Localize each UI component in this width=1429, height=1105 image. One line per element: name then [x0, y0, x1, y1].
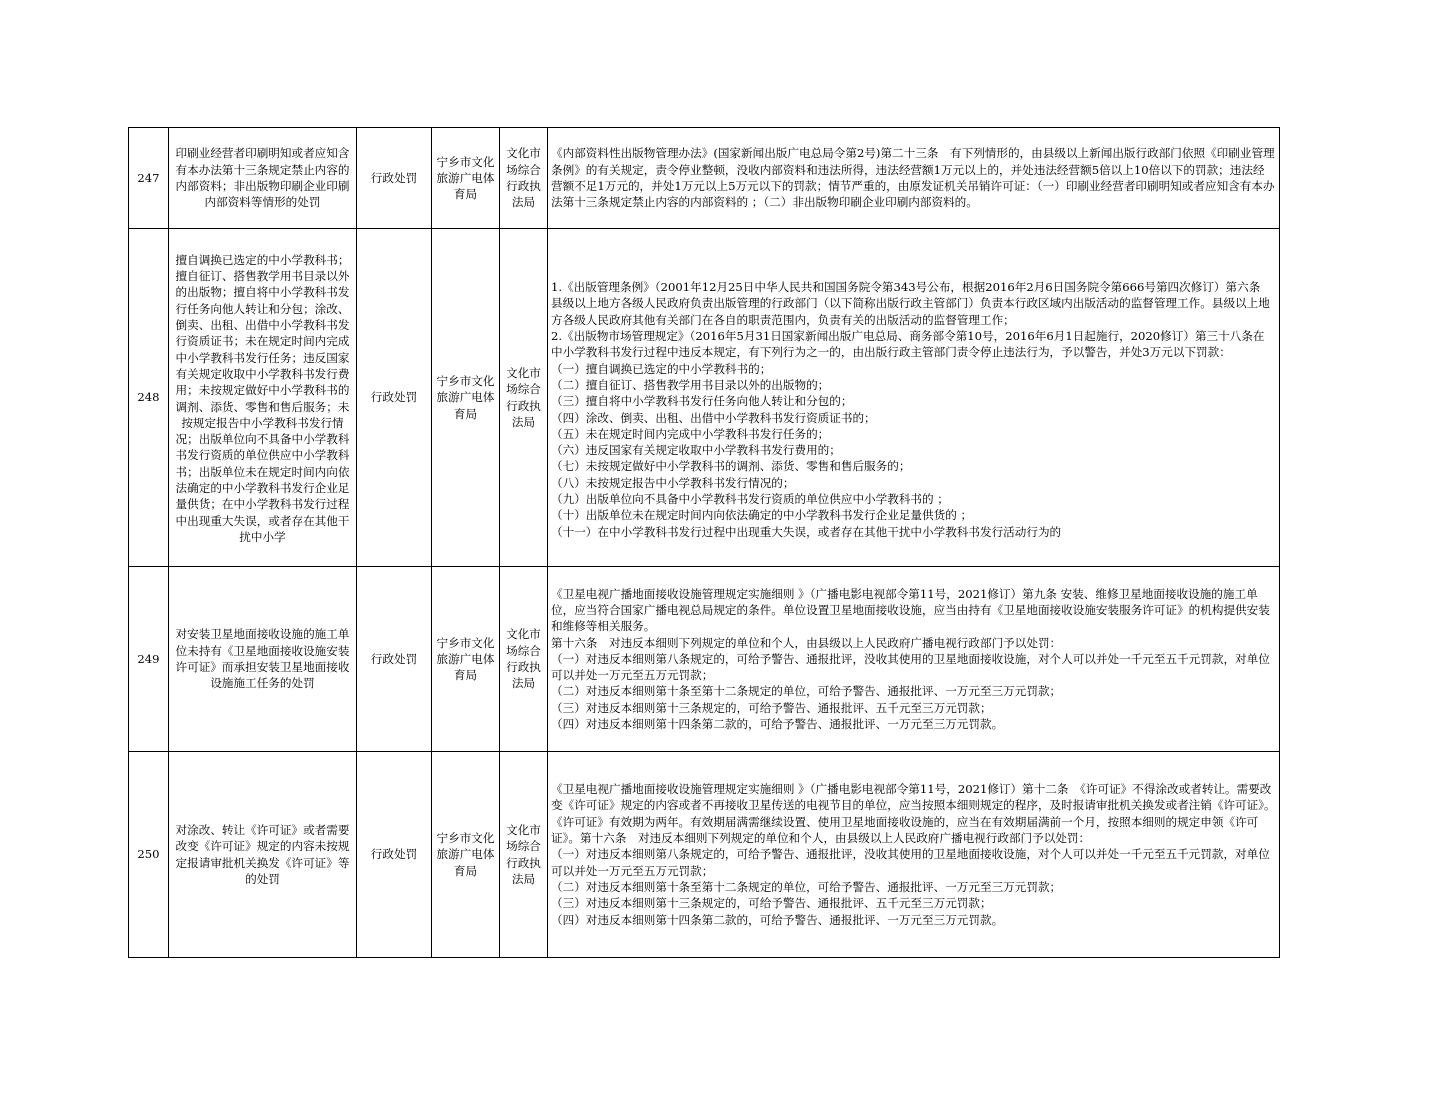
item-category-cell: 行政处罚 — [357, 567, 432, 752]
legal-basis-paragraph: （二）擅自征订、搭售教学用书目录以外的出版物的； — [551, 377, 830, 392]
row-number-cell: 250 — [129, 752, 169, 958]
legal-basis-paragraph: （三）擅自将中小学教科书发行任务向他人转让和分包的； — [551, 394, 853, 409]
legal-basis-paragraph: （四）对违反本细则第十四条第二款的，可给予警告、通报批评、一万元至三万元罚款。 — [551, 717, 1004, 732]
legal-basis-cell — [548, 229, 1280, 567]
executor-cell: 文化市场综合行政执法局 — [500, 229, 548, 567]
table-body — [129, 128, 1280, 958]
legal-basis-paragraph: （二）对违反本细则第十条至第十二条规定的单位，可给予警告、通报批评、一万元至三万元罚款； — [551, 684, 1062, 699]
executor-cell: 文化市场综合行政执法局 — [500, 128, 548, 229]
item-category-cell: 行政处罚 — [357, 229, 432, 567]
legal-basis-paragraph: （四）涂改、倒卖、出租、出借中小学教科书发行资质证书的； — [551, 410, 876, 425]
legal-basis-paragraph: （六）违反国家有关规定收取中小学教科书发行费用的； — [551, 443, 841, 458]
legal-basis-paragraph: （四）对违反本细则第十四条第二款的，可给予警告、通报批评、一万元至三万元罚款。 — [551, 912, 1004, 927]
legal-basis-cell — [548, 128, 1280, 229]
legal-basis-paragraph: （三）对违反本细则第十三条规定的，可给予警告、通报批评、五千元至三万元罚款； — [551, 700, 992, 715]
legal-basis-paragraph: （二）对违反本细则第十条至第十二条规定的单位，可给予警告、通报批评、一万元至三万元罚款； — [551, 879, 1062, 894]
item-category-cell: 行政处罚 — [357, 752, 432, 958]
legal-basis-paragraph: （五）未在规定时间内完成中小学教科书发行任务的； — [551, 426, 830, 441]
legal-basis-paragraph: （八）未按规定报告中小学教科书发行情况的； — [551, 475, 795, 490]
legal-basis-paragraph: （十一）在中小学教科书发行过程中出现重大失误，或者存在其他干扰中小学教科书发行活动行为的 — [551, 524, 1062, 539]
legal-basis-paragraph: 第十六条 对违反本细则下列规定的单位和个人，由县级以上人民政府广播电视行政部门予以处罚： — [551, 635, 1062, 650]
item-name-cell: 印刷业经营者印刷明知或者应知含有本办法第十三条规定禁止内容的内部资料；非出版物印刷企业印刷内部资料等情形的处罚 — [169, 128, 357, 229]
department-cell: 宁乡市文化旅游广电体育局 — [432, 229, 500, 567]
table-row — [129, 752, 1280, 958]
legal-basis-paragraph: 2.《出版物市场管理规定》（2016年5月31日国家新闻出版广电总局、商务部令第10号，2016年6月1日起施行，2020修订）第三十八条在中小学教科书发行过程中违反本规定，有下列行为之一的，由出版行政主管部门责令停止违法行为，予以警告，并处3万元以下罚款： — [551, 329, 1265, 360]
legal-basis-paragraph: 《卫星电视广播地面接收设施管理规定实施细则 》（广播电影电视部令第11号，2021修订）第九条 安装、维修卫星地面接收设施的施工单位，应当符合国家广播电视总局规定的条件。单位设置卫星地面接收设施，应当由持有《卫星地面接收设施安装服务许可证》的机构提供安装和维修等相关服务。 — [551, 586, 1270, 634]
executor-cell: 文化市场综合行政执法局 — [500, 567, 548, 752]
table-row — [129, 229, 1280, 567]
row-number-cell: 247 — [129, 128, 169, 229]
legal-basis-paragraph: 《内部资料性出版物管理办法》(国家新闻出版广电总局令第2号)第二十三条 有下列情形的，由县级以上新闻出版行政部门依照《印刷业管理条例》的有关规定，责令停业整顿，没收内部资料和违法所得，违法经营额1万元以上的，并处违法经营额5倍以上10倍以下的罚款；违法经营额不足1万元的，并处1万元以上5万元以下的罚款；情节严重的，由原发证机关吊销许可证：（一）印刷业经营者印刷明知或者应知含有本办法第十三条规定禁止内容的内部资料的 ；（二）非出版物印刷企业印刷内部资料的。 — [551, 146, 1275, 210]
legal-basis-paragraph: （九）出版单位向不具备中小学教科书发行资质的单位供应中小学教科书的 ； — [551, 491, 949, 506]
row-number-cell: 249 — [129, 567, 169, 752]
legal-basis-cell — [548, 752, 1280, 958]
item-name-cell: 对涂改、转让《许可证》或者需要改变《许可证》规定的内容未按规定报请审批机关换发《许可证》等的处罚 — [169, 752, 357, 958]
item-name-cell: 对安装卫星地面接收设施的施工单位未持有《卫星地面接收设施安装许可证》而承担安装卫星地面接收设施施工任务的处罚 — [169, 567, 357, 752]
legal-basis-paragraph: （七）未按规定做好中小学教科书的调剂、添货、零售和售后服务的； — [551, 459, 911, 474]
legal-basis-paragraph: （一）对违反本细则第八条规定的，可给予警告、通报批评，没收其使用的卫星地面接收设施，对个人可以并处一千元至五千元罚款，对单位可以并处一万元至五万元罚款； — [551, 651, 1270, 683]
legal-basis-paragraph: （一）擅自调换已选定的中小学教科书的； — [551, 361, 772, 376]
department-cell: 宁乡市文化旅游广电体育局 — [432, 567, 500, 752]
legal-basis-cell — [548, 567, 1280, 752]
legal-basis-paragraph: 《卫星电视广播地面接收设施管理规定实施细则 》（广播电影电视部令第11号，2021修订）第十二条 《许可证》不得涂改或者转让。需要改变《许可证》规定的内容或者不再接收卫星传送的电视节目的单位，应当按照本细则规定的程序，及时报请审批机关换发或者注销《许可证》。 — [551, 782, 1276, 813]
executor-cell: 文化市场综合行政执法局 — [500, 752, 548, 958]
legal-basis-paragraph: 1.《出版管理条例》（2001年12月25日中华人民共和国国务院令第343号公布，根据2016年2月6日国务院令第666号第四次修订）第六条 县级以上地方各级人民政府负责出版管理的行政部门（以下简称出版行政主管部门）负责本行政区域内出版活动的监督管理工作。县级以上地方各级人民政府其他有关部门在各自的职责范围内，负责有关的出版活动的监督管理工作； — [551, 280, 1272, 327]
item-name-cell: 擅自调换已选定的中小学教科书；擅自征订、搭售教学用书目录以外的出版物；擅自将中小学教科书发行任务向他人转让和分包；涂改、倒卖、出租、出借中小学教科书发行资质证书；未在规定时间内完成中小学教科书发行任务；违反国家有关规定收取中小学教科书发行费用；未按规定做好中小学教科书的调剂、添货、零售和售后服务；未按规定报告中小学教科书发行情况；出版单位向不具备中小学教科书发行资质的单位供应中小学教科书；出版单位未在规定时间内向依法确定的中小学教科书发行企业足量供货；在中小学教科书发行过程中出现重大失误，或者存在其他干扰中小学 — [169, 229, 357, 567]
legal-basis-paragraph: （十）出版单位未在规定时间内向依法确定的中小学教科书发行企业足量供货的 ； — [551, 508, 973, 523]
item-category-cell: 行政处罚 — [357, 128, 432, 229]
legal-basis-paragraph: （一）对违反本细则第八条规定的，可给予警告、通报批评，没收其使用的卫星地面接收设施，对个人可以并处一千元至五千元罚款，对单位可以并处一万元至五万元罚款； — [551, 847, 1270, 878]
table-row — [129, 128, 1280, 229]
power-list-table — [128, 127, 1280, 958]
department-cell: 宁乡市文化旅游广电体育局 — [432, 752, 500, 958]
legal-basis-paragraph: （三）对违反本细则第十三条规定的，可给予警告、通报批评、五千元至三万元罚款； — [551, 896, 992, 911]
legal-basis-paragraph: 《许可证》有效期为两年。有效期届满需继续设置、使用卫星地面接收设施的，应当在有效期届满前一个月，按照本细则的规定申领《许可证》。第十六条 对违反本细则下列规定的单位和个人，由县级以上人民政府广播电视行政部门予以处罚： — [551, 814, 1259, 846]
row-number-cell: 248 — [129, 229, 169, 567]
table-row — [129, 567, 1280, 752]
department-cell: 宁乡市文化旅游广电体育局 — [432, 128, 500, 229]
